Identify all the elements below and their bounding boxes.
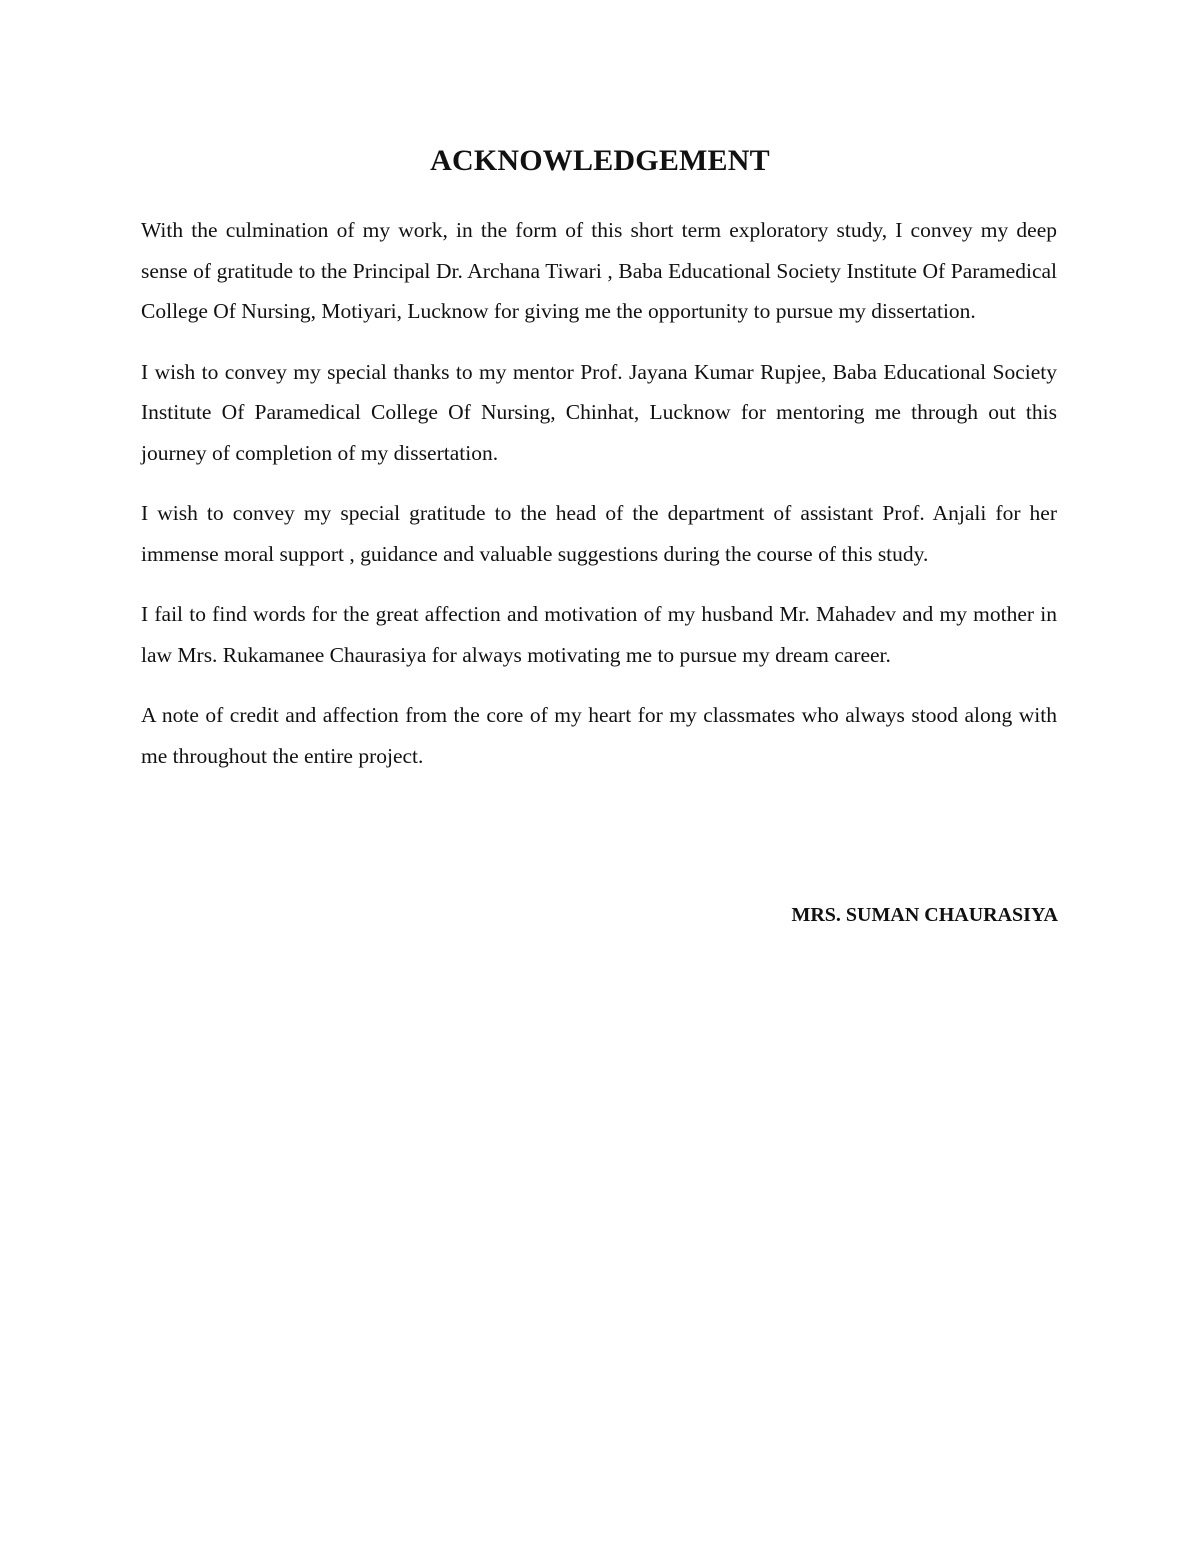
paragraph-family: I fail to find words for the great affection and motivation of my husband Mr. Mahadev and my mother in law Mrs. Rukamanee Chaurasiya for always motivating me to pursue my dream career. [141, 602, 1057, 667]
paragraph-classmates: A note of credit and affection from the core of my heart for my classmates who always stood along with me throughout the entire project. [141, 703, 1057, 768]
paragraph-mentor: I wish to convey my special thanks to my mentor Prof. Jayana Kumar Rupjee, Baba Educational Society Institute Of Paramedical College Of Nursing, Chinhat, Lucknow for mentoring me through out this journey of completion of my dissertation. [141, 359, 1057, 465]
author-signature: MRS. SUMAN CHAURASIYA [791, 904, 1058, 926]
paragraph-hod: I wish to convey my special gratitude to the head of the department of assistant Prof. Anjali for her immense moral support , guidance and valuable suggestions during the course of this study. [141, 501, 1057, 566]
paragraph-principal: With the culmination of my work, in the form of this short term exploratory study, I convey my deep sense of gratitude to the Principal Dr. Archana Tiwari , Baba Educational Society Institute Of Paramedical College Of Nursing, Motiyari, Lucknow for giving me the opportunity to pursue my dissertation. [141, 218, 1057, 323]
page-title: ACKNOWLEDGEMENT [430, 144, 770, 177]
acknowledgement-body [141, 210, 1057, 796]
